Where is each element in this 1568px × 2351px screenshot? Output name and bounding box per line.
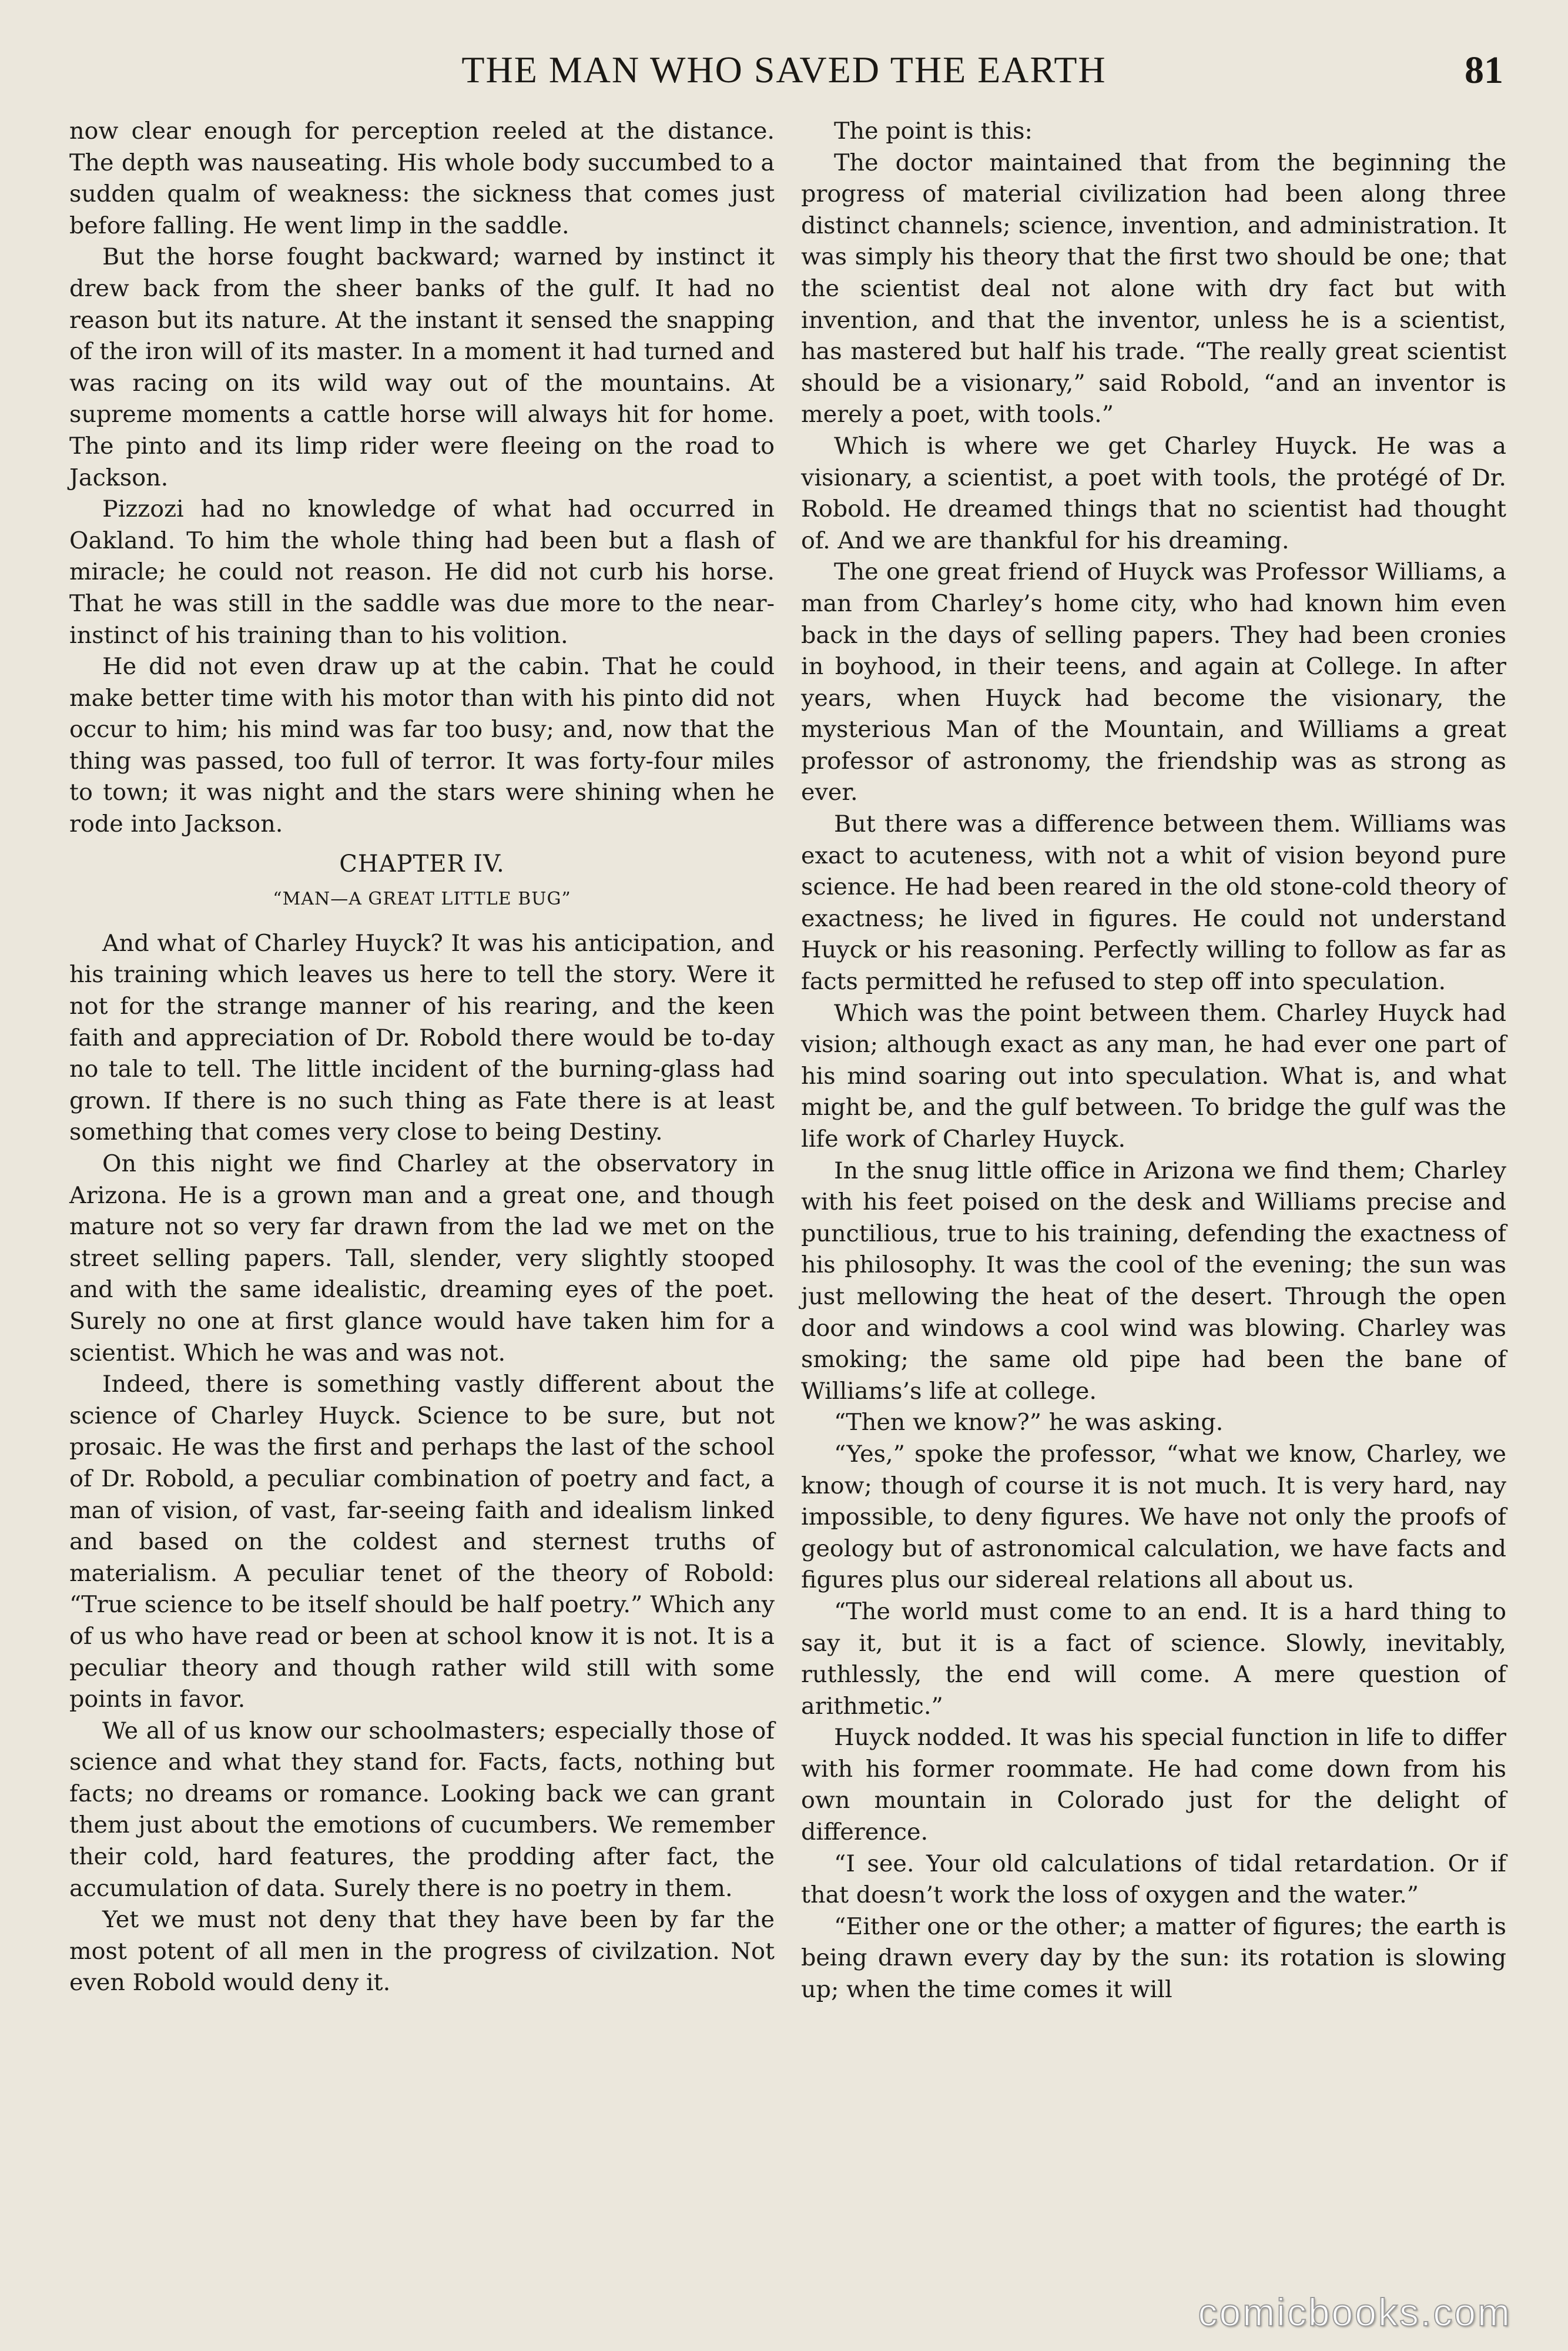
paragraph: We all of us know our schoolmasters; especially those of science and what they stand for. Facts, facts, nothing but facts; no dreams or romance. Looking back we can grant them just about the emotions of cucumbers. We remember their cold, hard features, the prodding after fact, the accumulation of data. Surely there is no poetry in them.	[69, 1717, 775, 1902]
paragraph: “The world must come to an end. It is a hard thing to say it, but it is a fact of science. Slowly, inevitably, ruthlessly, the end will come. A mere question of arithmetic.”	[801, 1598, 1506, 1720]
page-number: 81	[1465, 49, 1503, 92]
paragraph: “Either one or the other; a matter of figures; the earth is being drawn every day by the sun: its rotation is slowing up; when the time comes it will	[801, 1913, 1506, 2004]
paragraph: And what of Charley Huyck? It was his anticipation, and his training which leaves us here to tell the story. Were it not for the strange manner of his rearing, and the keen faith and appreciation of Dr. Robold there would be to-day no tale to tell. The little incident of the burning-glass had grown. If there is no such thing as Fate there is at least something that comes very close to being Destiny.	[69, 929, 775, 1146]
watermark: comicbooks.com	[1198, 2290, 1512, 2334]
paragraph: now clear enough for perception reeled at the distance. The depth was nauseating. His whole body succumbed to a sudden qualm of weakness: the sickness that comes just before falling. He went limp in the saddle.	[69, 118, 775, 239]
paragraph: “I see. Your old calculations of tidal retardation. Or if that doesn’t work the loss of oxygen and the water.”	[801, 1850, 1506, 1909]
paragraph: In the snug little office in Arizona we find them; Charley with his feet poised on the desk and Williams precise and punctilious, true to his training, defending the exactness of his philosophy. It was the cool of the evening; the sun was just mellowing the heat of the desert. Through the open door and windows a cool wind was blowing. Charley was smoking; the same old pipe had been the bane of Williams’s life at college.	[801, 1157, 1506, 1405]
paragraph: Which is where we get Charley Huyck. He was a visionary, a scientist, a poet with tools, the protégé of Dr. Robold. He dreamed things that no scientist had thought of. And we are thankful for his dreaming.	[801, 432, 1506, 554]
left-column	[69, 116, 775, 1999]
paragraph: He did not even draw up at the cabin. That he could make better time with his motor than with his pinto did not occur to him; his mind was far too busy; and, now that the thing was passed, too full of terror. It was forty-four miles to town; it was night and the stars were shining when he rode into Jackson.	[69, 653, 775, 838]
paragraph: “Then we know?” he was asking.	[834, 1409, 1224, 1436]
paragraph: Huyck nodded. It was his special function in life to differ with his former roommate. He had come down from his own mountain in Colorado just for the delight of difference.	[801, 1724, 1506, 1846]
right-column	[801, 116, 1506, 2006]
paragraph: Indeed, there is something vastly different about the science of Charley Huyck. Science to be sure, but not prosaic. He was the first and perhaps the last of the school of Dr. Robold, a peculiar combination of poetry and fact, a man of vision, of vast, far-seeing faith and idealism linked and based on the coldest and sternest truths of materialism. A peculiar tenet of the theory of Robold: “True science to be itself should be half poetry.” Which any of us who have read or been at school know it is not. It is a peculiar theory and though rather wild still with some points in favor.	[69, 1371, 775, 1713]
paragraph: “Yes,” spoke the professor, “what we know, Charley, we know; though of course it is not much. It is very hard, nay impossible, to deny figures. We have not only the proofs of geology but of astronomical calculation, we have facts and figures plus our sidereal relations all about us.	[801, 1440, 1506, 1594]
chapter-heading: CHAPTER IV.	[339, 850, 505, 878]
paragraph: The doctor maintained that from the beginning the progress of material civilization had been along three distinct channels; science, invention, and administration. It was simply his theory that the first two should be one; that the scientist deal not alone with dry fact but with invention, and that the inventor, unless he is a scientist, has mastered but half his trade. “The really great scientist should be a visionary,” said Robold, “and an inventor is merely a poet, with tools.”	[801, 149, 1506, 428]
chapter-subtitle: “MAN—A GREAT LITTLE BUG”	[273, 889, 571, 910]
paragraph: But there was a difference between them. Williams was exact to acuteness, with not a whit of vision beyond pure science. He had been reared in the old stone-cold theory of exactness; he lived in figures. He could not understand Huyck or his reasoning. Perfectly willing to follow as far as facts permitted he refused to step off into speculation.	[801, 811, 1506, 996]
paragraph: Pizzozi had no knowledge of what had occurred in Oakland. To him the whole thing had been but a flash of miracle; he could not reason. He did not curb his horse. That he was still in the saddle was due more to the near-instinct of his training than to his volition.	[69, 495, 775, 649]
paragraph: The point is this:	[834, 118, 1033, 145]
paragraph: The one great friend of Huyck was Professor Williams, a man from Charley’s home city, who had known him even back in the days of selling papers. They had been cronies in boyhood, in their teens, and again at College. In after years, when Huyck had become the visionary, the mysterious Man of the Mountain, and Williams a great professor of astronomy, the friendship was as strong as ever.	[801, 558, 1506, 806]
paragraph: Which was the point between them. Charley Huyck had vision; although exact as any man, he had ever one part of his mind soaring out into speculation. What is, and what might be, and the gulf between. To bridge the gulf was the life work of Charley Huyck.	[801, 999, 1506, 1153]
paragraph: Yet we must not deny that they have been by far the most potent of all men in the progress of civilzation. Not even Robold would deny it.	[69, 1906, 775, 1997]
paragraph: On this night we find Charley at the observatory in Arizona. He is a grown man and a great one, and though mature not so very far drawn from the lad we met on the street selling papers. Tall, slender, very slightly stooped and with the same idealistic, dreaming eyes of the poet. Surely no one at first glance would have taken him for a scientist. Which he was and was not.	[69, 1150, 775, 1367]
page-header	[0, 48, 1568, 113]
running-title: THE MAN WHO SAVED THE EARTH	[461, 49, 1107, 91]
paragraph: But the horse fought backward; warned by instinct it drew back from the sheer banks of the gulf. It had no reason but its nature. At the instant it sensed the snapping of the iron will of its master. In a moment it had turned and was racing on its wild way out of the mountains. At supreme moments a cattle horse will always hit for home. The pinto and its limp rider were fleeing on the road to Jackson.	[69, 243, 775, 491]
